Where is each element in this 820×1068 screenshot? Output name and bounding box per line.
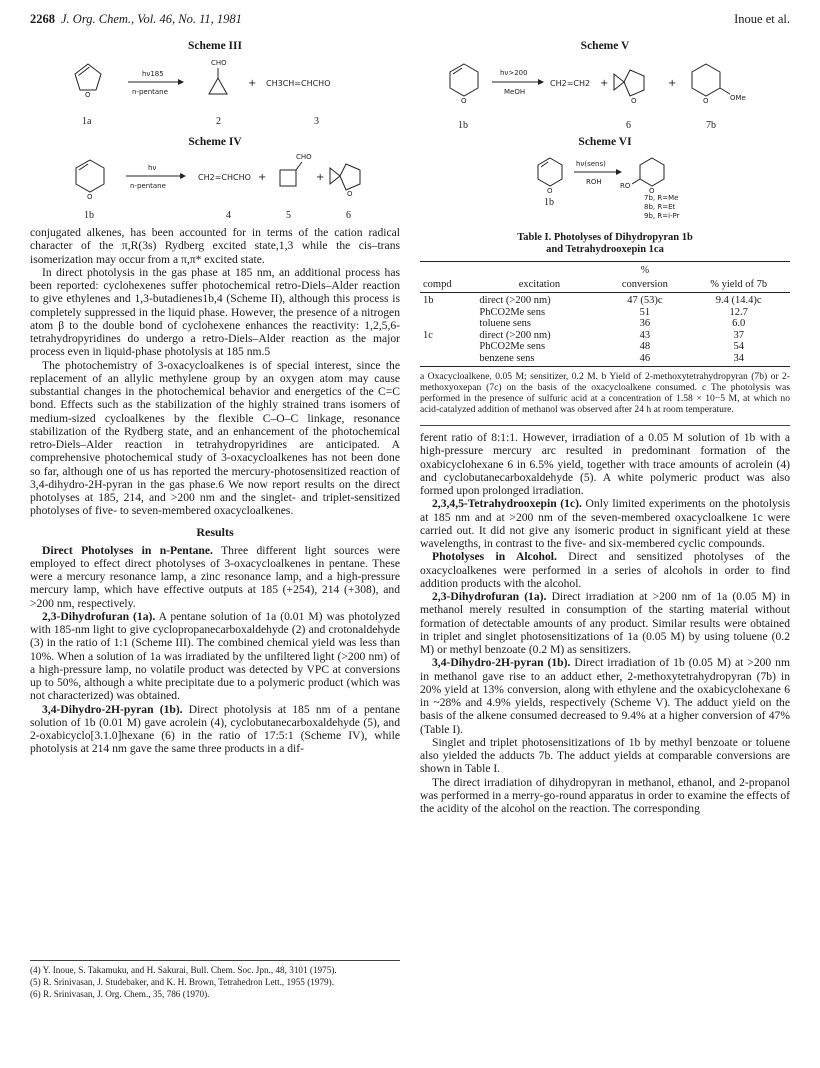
table-cell: 36 (639, 318, 651, 329)
cho-label: CHO (296, 153, 312, 161)
compound-label-2: 2 (216, 116, 221, 127)
paragraph (420, 497, 790, 550)
arrow-head (538, 79, 544, 85)
paragraph-text: Three different light sources were employed to effect direct photolyses of 3-oxacycloalkenes in pentane. These were a mercury resonance lamp, a zinc resonance lamp, and a high-pressure mercury lamp, which have effective outputs at 185 (+254), 214 (+308), and >200 nm, respectively. (30, 543, 400, 610)
running-header (30, 12, 790, 32)
ring-oxygen-label: O (461, 97, 467, 105)
table-cell: benzene sens (476, 353, 602, 367)
paragraph-heading: 3,4-Dihydro-2H-pyran (1b). (432, 656, 571, 670)
table-cell: 9.4 (14.4)c (715, 295, 762, 306)
variant-label: 7b, R=Me (644, 194, 679, 202)
footnote: (6) R. Srinivasan, J. Org. Chem., 35, 786 (1970). (30, 989, 210, 999)
table-cell (420, 353, 476, 367)
ring-oxygen-label: O (547, 187, 553, 195)
right-body-text (420, 431, 790, 815)
arrow-condition-above: hν185 (142, 70, 164, 78)
table-cell: 6.0 (732, 318, 746, 329)
arrow-condition-above: hν(sens) (576, 160, 606, 168)
cyclopropane-structure (209, 68, 227, 94)
table-cell: 43 (639, 329, 651, 341)
table-cell (420, 318, 476, 330)
header-authors: Inoue et al. (734, 12, 790, 26)
footnotes (30, 960, 400, 1001)
paragraph-text: Direct photolysis at 185 nm of a pentane solution of 1b (0.01 M) gave acrolein (4), cyclobutanecarboxaldehyde (5), and 2-oxabicyclo[3.1.0]hexane (6) in the ratio of 17:5:1 (Scheme IV), while photolysis at 214 nm gave the same three products in a dif- (30, 702, 400, 756)
ethylene-formula: CH2=CH2 (550, 79, 591, 88)
table-cell: 46 (602, 353, 687, 367)
scheme-4-structures (30, 148, 400, 226)
table-row (420, 318, 790, 330)
arrow-condition-above: hν>200 (500, 69, 528, 77)
arrow-condition-above: hν (148, 164, 157, 172)
paragraph (420, 590, 790, 656)
oxabicyclohexane-structure (614, 70, 644, 96)
paragraph: In direct photolysis in the gas phase at 185 nm, an additional process has been reported: cyclohexenes suffer photochemical retro-Diels–Alder reaction to give ethylenes and 1,3-butadienes1b,4 (Scheme II), although this process is completely suppressed in the liquid phase. However, the presence of a nitrogen atom β to the double bond of cyclohexene enhances the reactivity: 1,2,5,6-tetrahydropyridines do undergo a retro-Diels–Alder reaction as the major process even in liquid-phase photolysis at 185 nm.5 (30, 265, 400, 359)
plus-sign: + (248, 78, 257, 89)
column-header: excitation (476, 278, 602, 293)
ring-oxygen-label: O (347, 190, 353, 198)
arrow-head (178, 79, 184, 85)
paragraph-text: A pentane solution of 1a (0.01 M) was photolyzed with 185-nm light to give cyclopropanecarboxaldehyde (2) and crotonaldehyde (3) in the ratio of 1:1 (Scheme III). The combined chemical yield was less than 10%. When a solution of 1a was irradiated by the unfiltered light (>200 nm) of a high-pressure lamp, no volatile product was detected by VPC at conversions up to 50%, although a white precipitate due to a polymeric product (which was not characterized) was obtained. (30, 609, 400, 703)
paragraph-text: Only limited experiments on the photolysis at 185 nm and at >200 nm of the seven-membered oxacycloalkene 1c were carried out. It did not give any isomeric product in significant yield at these wavelengths, in contrast to the five- and six-membered cyclic compounds. (420, 497, 790, 550)
compound-label-4: 4 (226, 210, 231, 221)
scheme-6-structures (420, 148, 790, 222)
paragraph-heading: Direct Photolyses in n-Pentane. (42, 543, 213, 557)
table-cell: 1b (423, 295, 434, 306)
paragraph (420, 550, 790, 590)
paragraph-heading: Photolyses in Alcohol. (432, 550, 557, 564)
photolysis-table (420, 261, 790, 367)
table-cell: 48 (639, 341, 651, 352)
compound-label-1a: 1a (82, 116, 92, 127)
table-cell: 47 (53)c (627, 295, 663, 306)
scheme-6 (420, 148, 790, 222)
paragraph-heading: 3,4-Dihydro-2H-pyran (1b). (42, 702, 183, 716)
column-header: compd (420, 278, 476, 293)
table-cell: direct (>200 nm) (479, 329, 551, 341)
compound-label-1b: 1b (544, 197, 554, 208)
plus-sign: + (668, 78, 677, 89)
ring-oxygen-label: O (703, 97, 709, 105)
table-title (420, 232, 790, 256)
footnote: (5) R. Srinivasan, J. Studebaker, and K. H. Brown, Tetrahedron Lett., 1955 (1979). (30, 977, 334, 987)
scheme-5-structures (420, 52, 790, 136)
dihydrofuran-structure (75, 64, 101, 90)
column-header: conversion (602, 278, 687, 293)
scheme-4-title: Scheme IV (188, 136, 242, 148)
header-left (30, 12, 242, 27)
methoxytetrahydropyran-structure (692, 64, 730, 96)
paragraph: Singlet and triplet photosensitizations of 1b by methyl benzoate or toluene also yielded the adducts 7b. The adduct yields at comparable conversions are shown in Table I. (420, 735, 790, 776)
plus-sign: + (316, 172, 325, 183)
table-cell (420, 341, 476, 353)
cyclobutane-structure (280, 162, 302, 186)
table-cell: direct (>200 nm) (479, 295, 551, 306)
methoxy-label: OMe (730, 94, 746, 102)
compound-label-3: 3 (314, 116, 319, 127)
left-column (30, 40, 400, 756)
alkoxy-label: RO (620, 182, 631, 190)
crotonaldehyde-formula: CH3CH=CHCHO (266, 79, 331, 88)
table-row (420, 341, 790, 353)
paragraph-text: Direct and sensitized photolyses of the oxacycloalkenes were performed in a series of alcohols in order to find addition products with the alcohol. (420, 550, 791, 590)
paragraph (420, 656, 790, 736)
table-footnote: a Oxacycloalkene, 0.05 M; sensitizer, 0.2 M. b Yield of 2-methoxytetrahydropyran (7b) or 2-methoxyoxepan (7c) on the basis of the oxacycloalkene consumed. c The photolysis was performed in the presence of sulfuric acid at a concentration of 1.58 × 10−5 M, at which no acid-catalyzed addition of methanol was observed after 24 h at room temperature. (420, 371, 790, 415)
paragraph (30, 544, 400, 610)
table-cell: 37 (733, 329, 744, 341)
variant-label: 9b, R=i-Pr (644, 212, 680, 220)
journal-citation: J. Org. Chem., Vol. 46, No. 11, 1981 (61, 12, 242, 26)
table-title-line: Table I. Photolyses of Dihydropyran 1b (517, 232, 693, 243)
scheme-6-title: Scheme VI (578, 136, 632, 148)
table-cell: 12.7 (729, 306, 748, 318)
variant-label: 8b, R=Et (644, 203, 676, 211)
ring-oxygen-label: O (85, 91, 91, 99)
arrow-condition-below: n-pentane (130, 182, 166, 190)
compound-label-6: 6 (626, 120, 631, 131)
paragraph-heading: 2,3-Dihydrofuran (1a). (42, 609, 156, 623)
paragraph: The photochemistry of 3-oxacycloalkenes is of special interest, since the replacement of an allylic methylene group by an oxygen atom may cause substantial changes in the photochemical behavior and energetics of the C=C bond. Effects such as the stabilization of the highly strained trans isomers of medium-sized cycloalkenes by the flexible C–O–C linkage, resonance stabilization of the Rydberg state, and an enhancement of the photochemical retro-Diels–Alder reaction in tetrahydropyridines are anticipated. A comprehensive photochemical study of 3-oxacycloalkenes has not been done so far, although one of us has reported the mercury-photosensitized reaction of 3,4-dihydro-2H-pyran in the gas phase.6 We now report results on the direct photolyses at 185, 214, and >200 nm and the singlet- and triplet-sensitized photolyses of five- to seven-membered oxacycloalkenes. (30, 358, 400, 518)
results-heading: Results (196, 524, 234, 539)
table-cell: 34 (687, 353, 790, 367)
scheme-5-title: Scheme V (580, 40, 630, 52)
table-cell: 51 (639, 306, 651, 318)
paragraph: The direct irradiation of dihydropyran in methanol, ethanol, and 2-propanol was performed in a merry-go-round apparatus in order to examine the effects of the acidity of the alcohol on the reaction. The corresponding (420, 775, 790, 815)
arrow-condition-below: MeOH (504, 88, 526, 96)
table-body (420, 293, 790, 367)
page-number: 2268 (30, 12, 55, 26)
dihydropyran-structure (76, 160, 104, 192)
dihydropyran-structure (538, 158, 562, 186)
plus-sign: + (600, 78, 609, 89)
arrow-condition-below: ROH (586, 178, 602, 186)
scheme-3-structures (30, 52, 400, 136)
scheme-3 (30, 52, 400, 136)
table-title-line: and Tetrahydrooxepin 1ca (546, 244, 664, 255)
ring-oxygen-label: O (87, 193, 93, 201)
paragraph-text: Direct irradiation at >200 nm of 1a (0.05 M) in methanol merely resulted in consumption of the starting material without formation of detectable amounts of any product. Similar results were obtained in triplet and singlet photosensitizations of 1a (0.05 M) by using toluene (0.2 M) or methyl benzoate (0.2 M) as sensitizers. (420, 590, 791, 656)
paragraph (30, 610, 400, 703)
compound-label-5: 5 (286, 210, 291, 221)
alkoxytetrahydropyran-structure (632, 158, 664, 186)
table-cell: PhCO2Me sens (479, 341, 546, 352)
paragraph (30, 703, 400, 756)
table-cell: PhCO2Me sens (479, 306, 546, 318)
compound-label-1b: 1b (84, 210, 94, 221)
ring-oxygen-label: O (631, 97, 637, 105)
compound-label-7b: 7b (706, 120, 716, 131)
cho-label: CHO (211, 59, 227, 67)
compound-label-1b: 1b (458, 120, 468, 131)
compound-label-6: 6 (346, 210, 351, 221)
paragraph-text: Direct irradiation of 1b (0.05 M) at >200 nm in methanol gave rise to an adduct ether, 2-methoxytetrahydropyran (7b) in 20% yield at 13% conversion, along with ethylene and the oxabicyclohexane 6 in ~28% and 4.9% yields, respectively (Scheme V). The adduct yield on the basis of the alkene consumed decreased to 9.4% at a higher conversion of 47% (Table I). (420, 656, 790, 736)
footnote: (4) Y. Inoue, S. Takamuku, and H. Sakurai, Bull. Chem. Soc. Jpn., 48, 3101 (1975). (30, 965, 337, 975)
table-cell: toluene sens (479, 318, 532, 329)
paragraph-heading: 2,3-Dihydrofuran (1a). (432, 590, 547, 603)
table-row (420, 307, 790, 319)
conversion-percent-sign: % (602, 262, 687, 278)
scheme-5 (420, 52, 790, 136)
table-row (420, 293, 790, 307)
plus-sign: + (258, 172, 267, 183)
dihydropyran-structure (450, 64, 478, 96)
table-cell: 54 (733, 341, 744, 352)
table-cell: 1c (423, 329, 433, 341)
arrow-head (616, 169, 622, 175)
table-cell (420, 307, 476, 319)
scheme-4 (30, 148, 400, 226)
column-header: % yield of 7b (687, 278, 790, 293)
ring-oxygen-label: O (649, 187, 655, 195)
right-column (420, 40, 790, 815)
paragraph-heading: 2,3,4,5-Tetrahydrooxepin (1c). (432, 497, 582, 511)
left-body-text (30, 226, 400, 756)
arrow-head (180, 173, 186, 179)
scheme-3-title: Scheme III (188, 40, 242, 52)
paragraph: ferent ratio of 8:1:1. However, irradiation of a 0.05 M solution of 1b with a high-pressure mercury arc resulted in predominant formation of the oxabicyclohexane 6 in 6.5% yield, together with trace amounts of acrolein (4) and cyclobutanecarboxaldehyde (5). A white polymeric product was also formed upon prolonged irradiation. (420, 431, 790, 497)
acrolein-formula: CH2=CHCHO (198, 173, 251, 182)
table-row (420, 353, 790, 367)
table-row (420, 330, 790, 342)
oxabicyclohexane-structure (330, 164, 360, 190)
divider (420, 425, 790, 426)
paragraph: conjugated alkenes, has been accounted for in terms of the cation radical character of the π,R(3s) Rydberg excited state,1,3 while the cis–trans isomerization may occur from a π,π* excited state. (30, 226, 400, 266)
arrow-condition-below: n-pentane (132, 88, 168, 96)
